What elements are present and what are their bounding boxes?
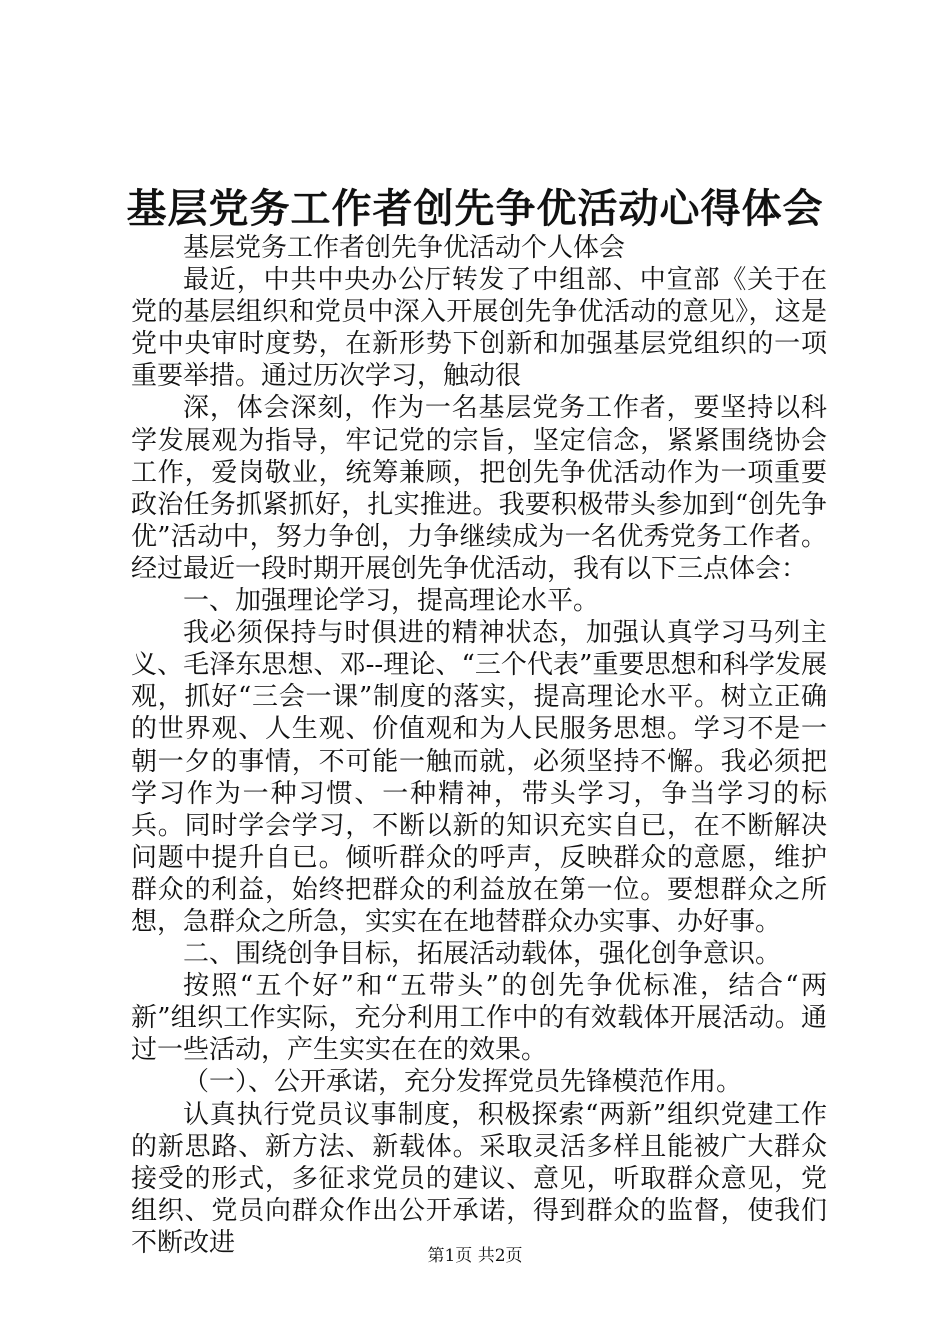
subsection-heading: （一）、公开承诺，充分发挥党员先锋模范作用。 bbox=[183, 1067, 743, 1098]
section-heading: 二、围绕创争目标，拓展活动载体，强化创争意识。 bbox=[183, 939, 782, 970]
body-paragraph: 最近，中共中央办公厅转发了中组部、中宣部《关于在党的基层组织和党员中深入开展创先争优活动的意见》，这是党中央审时度势，在新形势下创新和加强基层党组织的一项重要举措。通过历次学习，触动很 bbox=[131, 265, 827, 392]
subtitle-paragraph: 基层党务工作者创先争优活动个人体会 bbox=[183, 233, 626, 263]
body-paragraph: 认真执行党员议事制度，积极探索“两新”组织党建工作的新思路、新方法、新载体。采取灵活多样且能被广大群众接受的形式，多征求党员的建议、意见，听取群众意见，党组织、党员向群众作出公开承诺，得到群众的监督，使我们不断改进 bbox=[131, 1099, 827, 1258]
body-paragraph: 按照“五个好”和“五带头”的创先争优标准，结合“两新”组织工作实际，充分利用工作中的有效载体开展活动。通过一些活动，产生实实在在的效果。 bbox=[131, 971, 827, 1066]
document-title: 基层党务工作者创先争优活动心得体会 bbox=[126, 185, 824, 232]
document-body bbox=[131, 232, 827, 1259]
page-number-footer: 第1页 共2页 bbox=[427, 1246, 523, 1266]
body-paragraph: 我必须保持与时俱进的精神状态，加强认真学习马列主义、毛泽东思想、邓--理论、“三个代表”重要思想和科学发展观，抓好“三会一课”制度的落实，提高理论水平。树立正确的世界观、人生观、价值观和为人民服务思想。学习不是一朝一夕的事情，不可能一触而就，必须坚持不懈。我必须把学习作为一种习惯、一种精神，带头学习，争当学习的标兵。同时学会学习，不断以新的知识充实自已，在不断解决问题中提升自已。倾听群众的呼声，反映群众的意愿，维护群众的利益，始终把群众的利益放在第一位。要想群众之所想，急群众之所急，实实在在地替群众办实事、办好事。 bbox=[131, 618, 827, 937]
section-heading: 一、加强理论学习，提高理论水平。 bbox=[183, 586, 600, 617]
body-paragraph: 深，体会深刻，作为一名基层党务工作者，要坚持以科学发展观为指导，牢记党的宗旨，坚定信念，紧紧围绕协会工作，爱岗敬业，统筹兼顾，把创先争优活动作为一项重要政治任务抓紧抓好，扎实推进。我要积极带头参加到“创先争优”活动中，努力争创，力争继续成为一名优秀党务工作者。经过最近一段时期开展创先争优活动，我有以下三点体会： bbox=[131, 393, 827, 584]
